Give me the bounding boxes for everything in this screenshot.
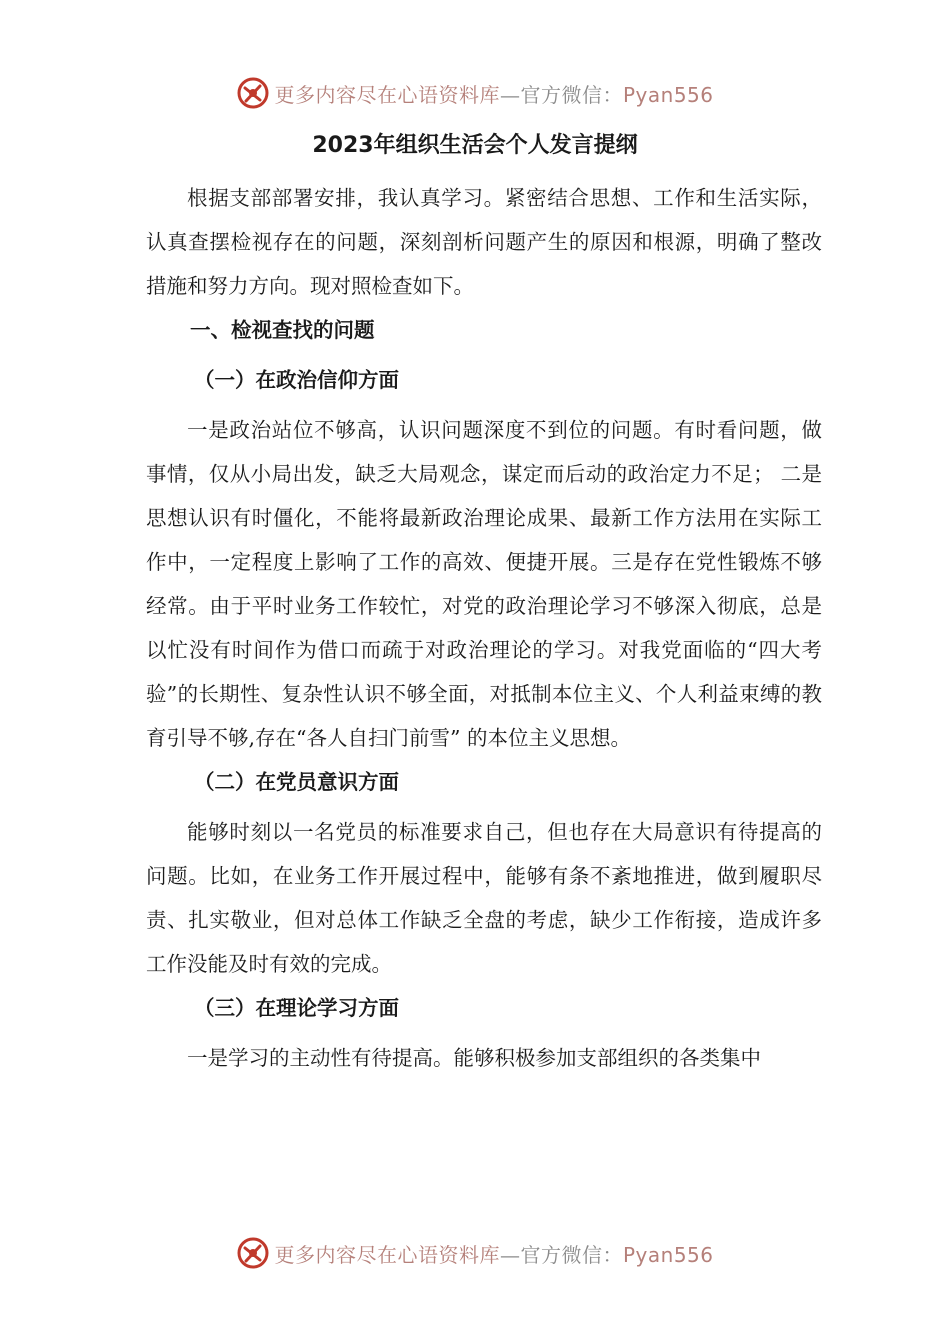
banner-dash: — — [499, 82, 521, 107]
intro-paragraph: 根据支部部署安排，我认真学习。紧密结合思想、工作和生活实际，认真查摆检视存在的问题，深刻剖析问题产生的原因和根源，明确了整改措施和努力方向。现对照检查如下。 — [146, 186, 822, 298]
banner-account: Pyan556 — [622, 82, 714, 107]
section-heading: 一、检视查找的问题 — [190, 318, 375, 342]
subsection-heading-3: （三）在理论学习方面 — [194, 996, 399, 1020]
banner-mid-text: 官方微信： — [520, 1242, 623, 1267]
document-title: 2023年组织生活会个人发言提纲 — [312, 133, 638, 158]
banner-account: Pyan556 — [622, 1242, 714, 1267]
document-body — [146, 176, 822, 1080]
library-logo-icon — [236, 1236, 270, 1270]
header-banner — [0, 73, 950, 113]
subsection-paragraph-3: 一是学习的主动性有待提高。能够积极参加支部组织的各类集中 — [187, 1046, 761, 1070]
banner-text — [274, 1239, 713, 1268]
banner-mid-text: 官方微信： — [520, 82, 623, 107]
banner-main-text: 更多内容尽在心语资料库 — [274, 1242, 500, 1267]
banner-text — [274, 79, 713, 108]
subsection-heading-2: （二）在党员意识方面 — [194, 770, 399, 794]
banner-dash: — — [499, 1242, 521, 1267]
subsection-paragraph-1: 一是政治站位不够高，认识问题深度不到位的问题。有时看问题，做事情，仅从小局出发，缺乏大局观念，谋定而后动的政治定力不足； 二是思想认识有时僵化，不能将最新政治理论成果、最新工作方法用在实际工作中，一定程度上影响了工作的高效、便捷开展。三是存在党性锻炼不够经常。由于平时业务工作较忙，对党的政治理论学习不够深入彻底，总是以忙没有时间作为借口而疏于对政治理论的学习。对我党面临的“四大考验”的长期性、复杂性认识不够全面，对抵制本位主义、个人利益束缚的教育引导不够,存在“各人自扫门前雪” 的本位主义思想。 — [146, 418, 822, 750]
subsection-heading-1: （一）在政治信仰方面 — [194, 368, 399, 392]
banner-main-text: 更多内容尽在心语资料库 — [274, 82, 500, 107]
subsection-paragraph-2: 能够时刻以一名党员的标准要求自己，但也存在大局意识有待提高的问题。比如，在业务工作开展过程中，能够有条不紊地推进，做到履职尽责、扎实敬业，但对总体工作缺乏全盘的考虑，缺少工作衔接，造成许多工作没能及时有效的完成。 — [146, 820, 822, 976]
library-logo-icon — [236, 76, 270, 110]
footer-banner — [0, 1233, 950, 1273]
